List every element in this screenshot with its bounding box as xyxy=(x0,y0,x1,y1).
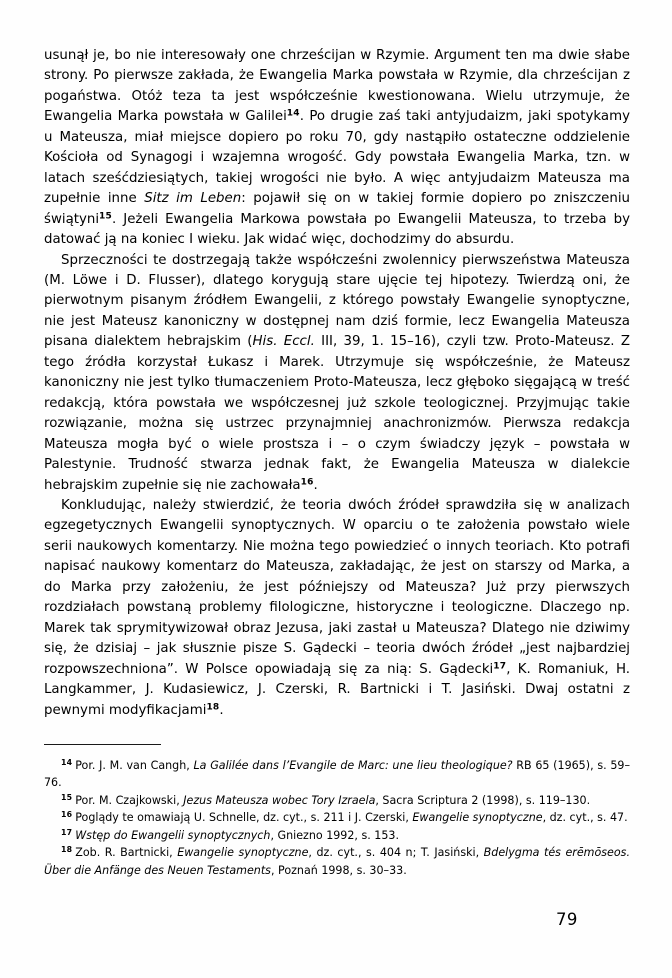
footnote-marker[interactable]: 18 xyxy=(61,844,73,854)
text-run: Sprzeczności te dostrzegają także współcześni zwolennicy pierwszeństwa Mateusza (M. Löwe i D. Flusser), dlatego korygują stare ujęcie tej hipotezy. Twierdzą oni, że pierwotnym pisanym źródłem Ewangelii, z którego powstały Ewangelie synoptyczne, nie jest Mateusz kanoniczny w dostępnej nam dziś formie, lecz Ewangelia Mateusza pisana dialektem hebrajskim ( xyxy=(44,252,630,350)
footnote-item xyxy=(44,757,630,792)
text-run: . xyxy=(219,702,224,718)
text-run: Zob. R. Bartnicki, xyxy=(75,846,178,860)
text-run: . Jeżeli Ewangelia Markowa powstała po Ewangelii Mateusza, to trzeba by datować ją na koniec I wieku. Jak widać więc, dochodzimy do absurdu. xyxy=(44,211,630,248)
text-run: , dz. cyt., s. 404 n; T. Jasiński, xyxy=(308,846,484,860)
text-run: Por. M. Czajkowski, xyxy=(75,793,184,807)
body-paragraph xyxy=(44,251,630,496)
footnote-marker[interactable]: 16 xyxy=(61,810,73,820)
footnote-reference[interactable]: 14 xyxy=(286,108,300,119)
body-paragraph xyxy=(44,496,630,721)
footnote-marker[interactable]: 17 xyxy=(61,827,73,837)
text-run: , Gniezno 1992, s. 153. xyxy=(270,828,400,842)
text-run: RB 65 (1965), s. 59–76. xyxy=(44,759,631,790)
footnote-item xyxy=(44,827,630,844)
text-run: , K. Romaniuk, H. Langkammer, J. Kudasiewicz, J. Czerski, R. Bartnicki i T. Jasiński. Dwaj ostatni z pewnymi modyfikacjami xyxy=(44,661,630,718)
text-run: . Po drugie zaś taki antyjudaizm, jaki spotykamy u Mateusza, miał miejsce dopiero po roku 70, gdy nastąpiło ostateczne oddzielenie Kościoła od Synagogi i wzajemna wrogość. Gdy powstała Ewangelia Marka, tzn. w latach sześćdziesiątych, takiej wrogości nie było. A więc antyjudaizm Mateusza ma zupełnie inne xyxy=(44,109,630,207)
italic-title: Bdelygma tés erēmōseos. Über die Anfänge des Neuen Testaments xyxy=(44,846,630,877)
page-body-text xyxy=(44,46,630,721)
footnote-item xyxy=(44,792,630,809)
italic-title: La Galilée dans l’Evangile de Marc: une lieu theologique? xyxy=(193,759,513,772)
body-paragraph xyxy=(44,46,630,251)
footnote-reference[interactable]: 18 xyxy=(206,701,220,712)
footnote-separator-rule xyxy=(44,744,161,745)
italic-title: Jezus Mateusza wobec Tory Izraela xyxy=(183,793,376,807)
page-number: 79 xyxy=(556,910,578,929)
footnote-list xyxy=(44,757,630,879)
text-run: , Poznań 1998, s. 30–33. xyxy=(270,863,407,877)
italic-title: Sitz im Leben xyxy=(144,191,242,207)
text-run: , Sacra Scriptura 2 (1998), s. 119–130. xyxy=(375,793,591,807)
footnote-reference[interactable]: 15 xyxy=(99,210,112,221)
text-run: . xyxy=(313,477,318,493)
italic-title: Ewangelie synoptyczne xyxy=(177,846,309,860)
italic-title: His. Eccl. xyxy=(252,334,315,350)
text-run: : pojawił się on w takiej formie dopiero po zniszczeniu świątyni xyxy=(44,191,630,227)
footnote-item xyxy=(44,844,630,879)
text-run: III, 39, 1. 15–16), czyli tzw. Proto-Mateusz. Z tego źródła korzystał Łukasz i Marek. Utrzymuje się współcześnie, że Mateusz kanoniczny nie jest tylko tłumaczeniem Proto-Mateusza, lecz głęboko sięgającą w treść redakcją, która powstała we współczesnej już szkole teologicznej. Przyjmując takie rozwiązanie, można się ustrzec przynajmniej anachronizmów. Pierwsza redakcja Mateusza mogła być o wiele prostsza i – o czym świadczy język – powstała w Palestynie. Trudność stwarza jednak fakt, że Ewangelia Mateusza w dialekcie hebrajskim zupełnie się nie zachowała xyxy=(44,334,630,493)
footnote-marker[interactable]: 14 xyxy=(61,757,73,767)
text-run: Por. J. M. van Cangh, xyxy=(75,759,194,772)
text-run: , dz. cyt., s. 47. xyxy=(542,811,628,825)
footnote-reference[interactable]: 16 xyxy=(300,476,314,487)
text-run: usunął je, bo nie interesowały one chrześcijan w Rzymie. Argument ten ma dwie słabe strony. Po pierwsze zakłada, że Ewangelia Marka powstała w Rzymie, dla chrześcijan z pogaństwa. Otóż teza ta jest współcześnie kwestionowana. Wielu utrzymuje, że Ewangelia Marka powstała w Galilei xyxy=(44,48,630,125)
italic-title: Wstęp do Ewangelii synoptycznych xyxy=(75,828,271,842)
italic-title: Ewangelie synoptyczne xyxy=(412,811,543,825)
text-run: Poglądy te omawiają U. Schnelle, dz. cyt., s. 211 i J. Czerski, xyxy=(75,811,413,825)
footnote-marker[interactable]: 15 xyxy=(61,792,73,802)
footnote-reference[interactable]: 17 xyxy=(493,660,507,671)
footnote-item xyxy=(44,809,630,826)
text-run: Konkludując, należy stwierdzić, że teoria dwóch źródeł sprawdziła się w analizach egzegetycznych Ewangelii synoptycznych. W oparciu o te założenia powstało wiele serii naukowych komentarzy. Nie można tego powiedzieć o innych teoriach. Kto potrafi napisać naukowy komentarz do Mateusza, zakładając, że jest on starszy od Marka, a do Marka przy założeniu, że jest późniejszy od Mateusza? Już przy pierwszych rozdziałach powstaną problemy filologiczne, historyczne i teologiczne. Dlaczego np. Marek tak sprymitywizował obraz Jezusa, jaki zastał u Mateusza? Dlatego nie dziwimy się, że dzisiaj – jak słusznie pisze S. Gądecki – teoria dwóch źródeł „jest najbardziej rozpowszechniona”. W Polsce opowiadają się za nią: S. Gądecki xyxy=(44,497,630,677)
